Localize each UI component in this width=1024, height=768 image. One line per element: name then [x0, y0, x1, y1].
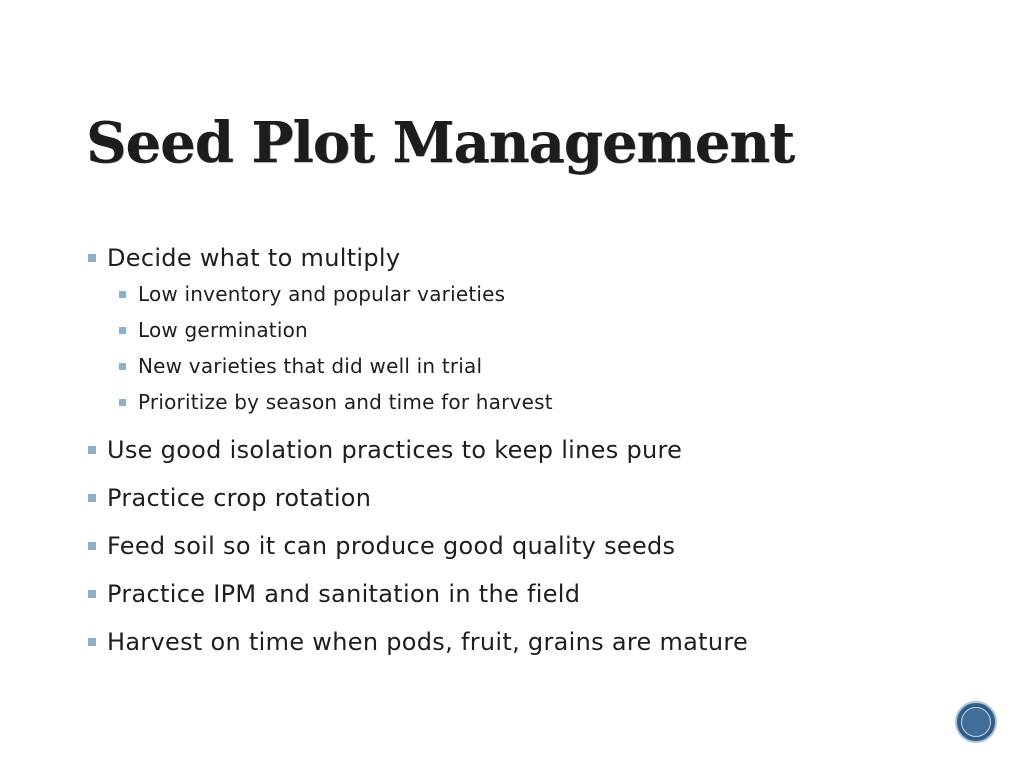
sub-bullet-item	[88, 348, 988, 384]
bullet-text: Decide what to multiply	[107, 244, 401, 272]
bullet-square-icon	[88, 638, 96, 646]
bullet-list	[88, 240, 988, 660]
bullet-item	[88, 240, 988, 276]
sub-bullet-item	[88, 384, 988, 420]
bullet-square-icon	[88, 590, 96, 598]
bullet-text: Feed soil so it can produce good quality seeds	[107, 532, 676, 560]
bullet-item	[88, 528, 988, 564]
bullet-square-icon	[119, 399, 126, 406]
bullet-text: Practice crop rotation	[107, 484, 372, 512]
bullet-item	[88, 624, 988, 660]
sub-bullet-item	[88, 312, 988, 348]
sub-bullet-text: Low inventory and popular varieties	[138, 282, 506, 306]
bullet-text: Practice IPM and sanitation in the field	[107, 580, 581, 608]
bullet-item	[88, 432, 988, 468]
bullet-text: Use good isolation practices to keep lines pure	[107, 436, 683, 464]
bullet-square-icon	[88, 542, 96, 550]
bullet-square-icon	[119, 327, 126, 334]
bullet-square-icon	[88, 254, 96, 262]
bullet-square-icon	[119, 291, 126, 298]
sub-bullet-item	[88, 276, 988, 312]
bullet-item	[88, 480, 988, 516]
bullet-square-icon	[88, 446, 96, 454]
circle-nav-inner	[961, 707, 991, 737]
sub-bullet-text: Low germination	[138, 318, 308, 342]
sub-bullet-text: New varieties that did well in trial	[138, 354, 483, 378]
bullet-text: Harvest on time when pods, fruit, grains are mature	[107, 628, 749, 656]
circle-nav-icon[interactable]	[955, 701, 997, 743]
bullet-item	[88, 576, 988, 612]
bullet-square-icon	[119, 363, 126, 370]
slide-title: Seed Plot Management	[86, 110, 794, 176]
sub-bullet-text: Prioritize by season and time for harvest	[138, 390, 553, 414]
bullet-square-icon	[88, 494, 96, 502]
